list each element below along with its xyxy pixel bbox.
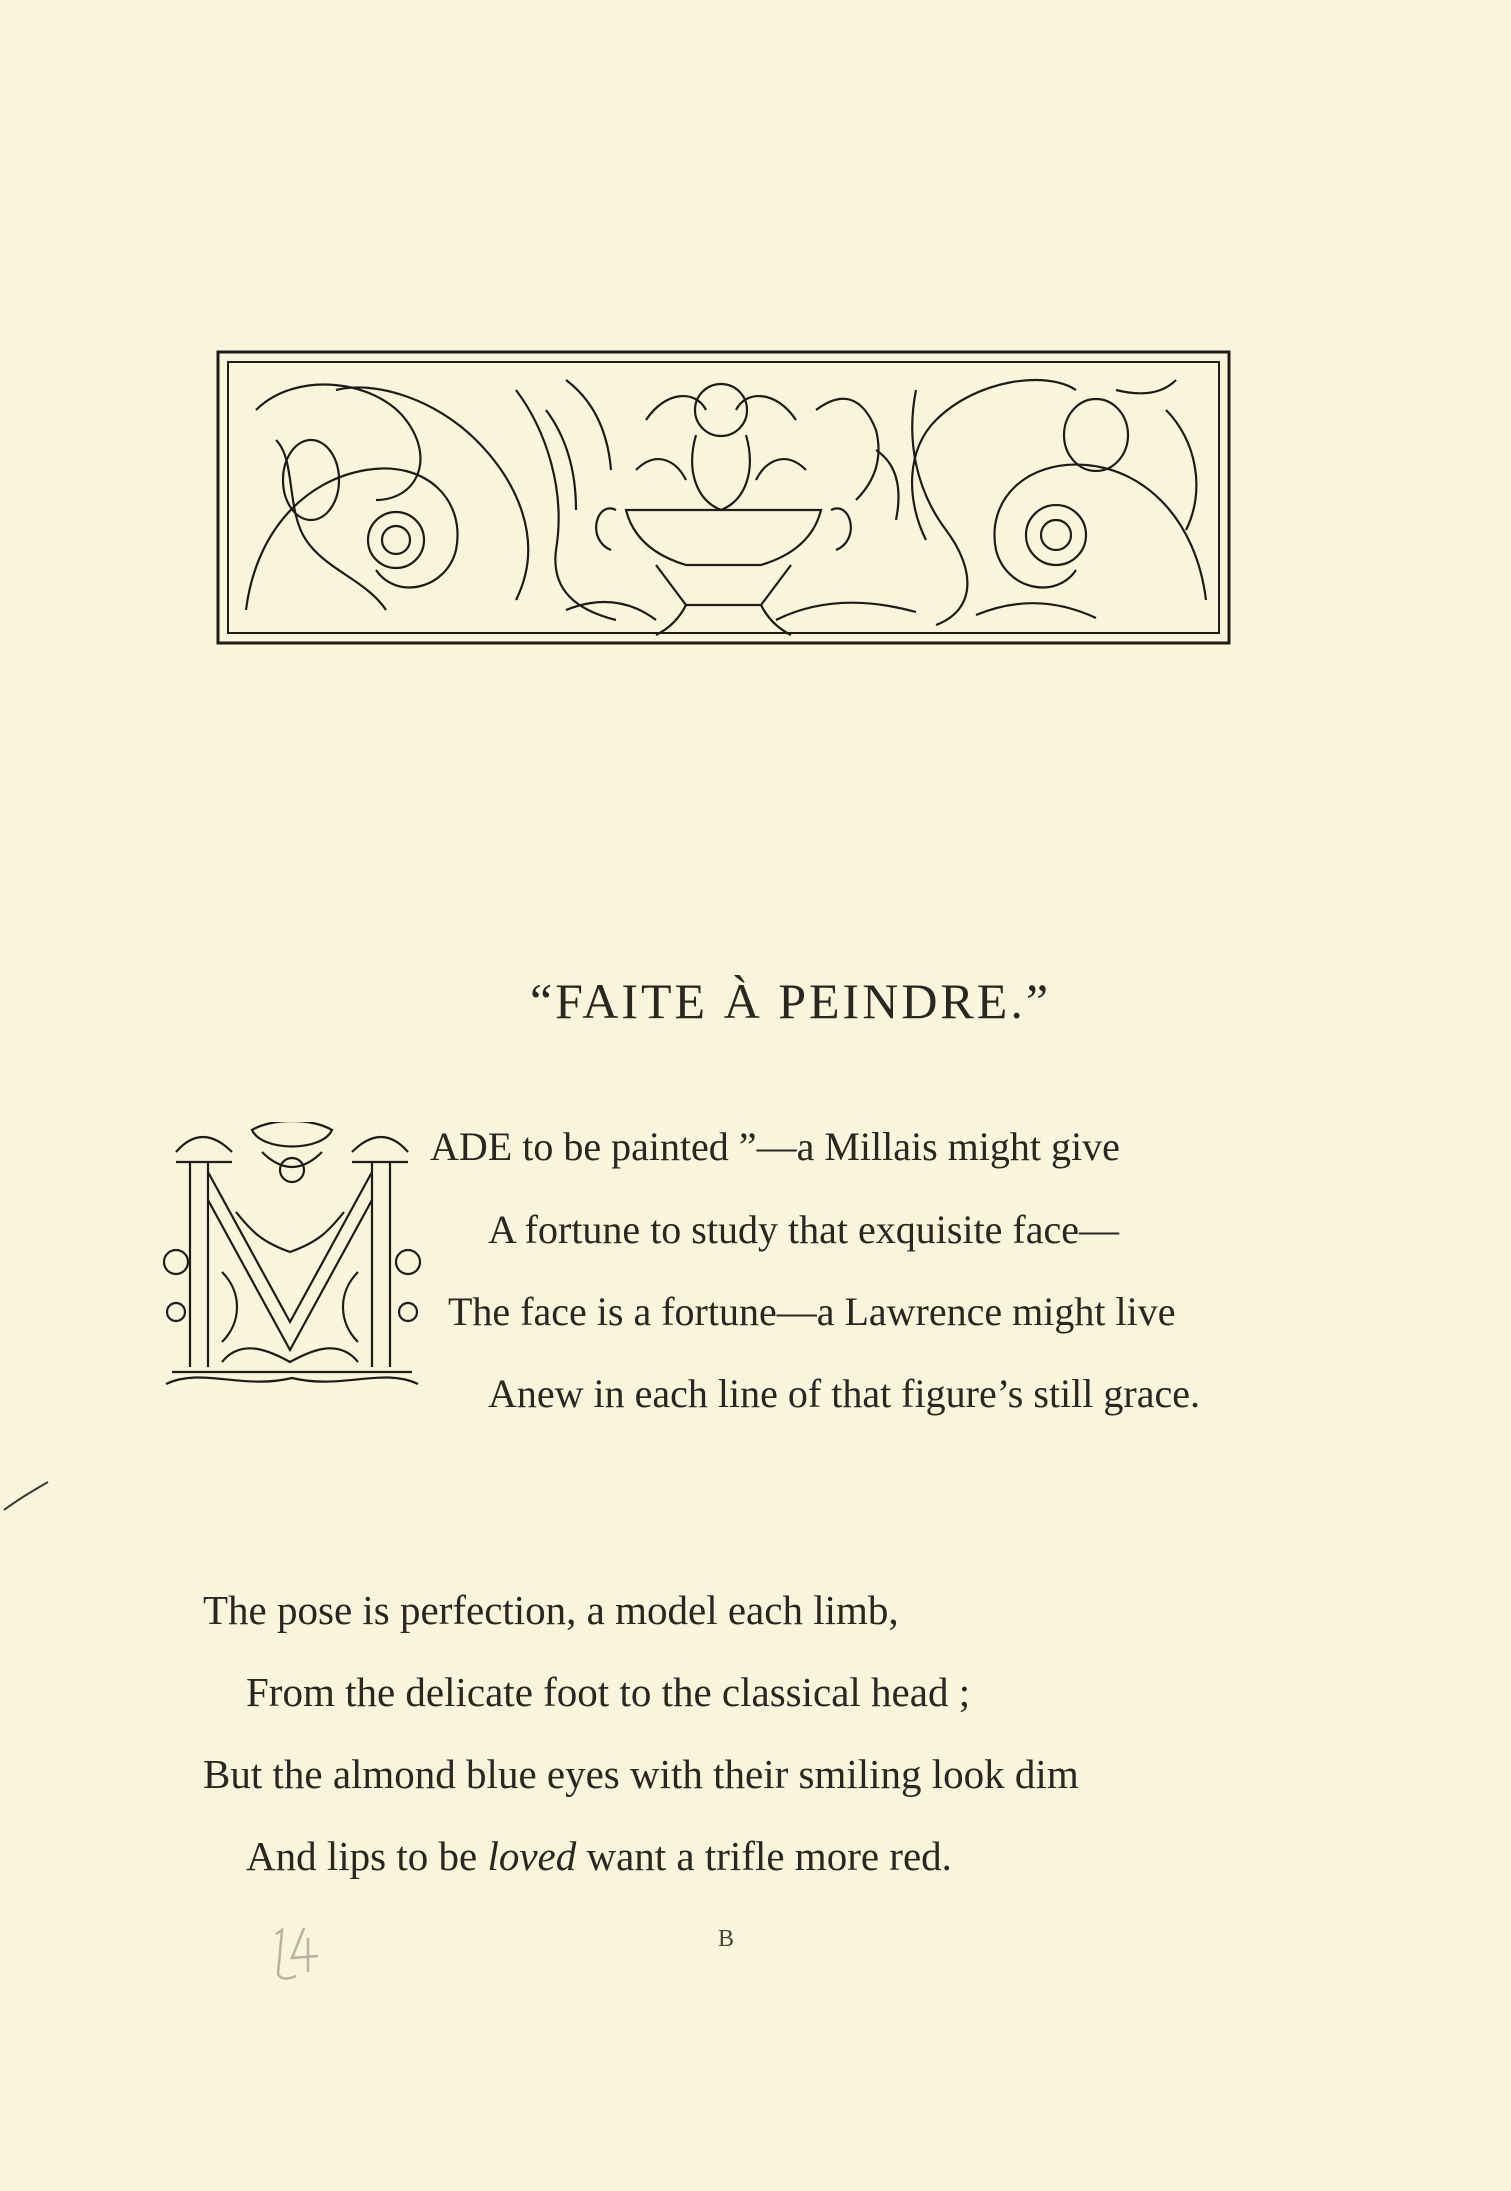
stanza-2-line-4 xyxy=(246,1833,952,1879)
stanza-2-line-1: The pose is perfection, a model each limb, xyxy=(203,1587,899,1633)
stanza-2-line-3: But the almond blue eyes with their smiling look dim xyxy=(203,1751,1079,1797)
line-4-italic-word: loved xyxy=(487,1833,577,1879)
line-4-part-b: want a trifle more red. xyxy=(576,1833,952,1879)
stanza-1-line-2: A fortune to study that exquisite face— xyxy=(488,1207,1119,1252)
stanza-1-line-3: The face is a fortune—a Lawrence might live xyxy=(448,1289,1176,1334)
ornamental-headpiece xyxy=(216,350,1231,645)
pencil-page-number xyxy=(268,1922,328,1984)
margin-pencil-tick xyxy=(0,1478,52,1514)
signature-mark: B xyxy=(718,1926,735,1952)
stanza-2-line-2: From the delicate foot to the classical head ; xyxy=(246,1669,971,1715)
line-4-part-a: And lips to be xyxy=(246,1833,488,1879)
stanza-1-line-4: Anew in each line of that figure’s still grace. xyxy=(488,1371,1200,1416)
poem-title: “FAITE À PEINDRE.” xyxy=(529,973,1052,1029)
decorated-initial-letter xyxy=(162,1122,422,1394)
stanza-1-line-1: ADE to be painted ”—a Millais might give xyxy=(430,1124,1120,1169)
